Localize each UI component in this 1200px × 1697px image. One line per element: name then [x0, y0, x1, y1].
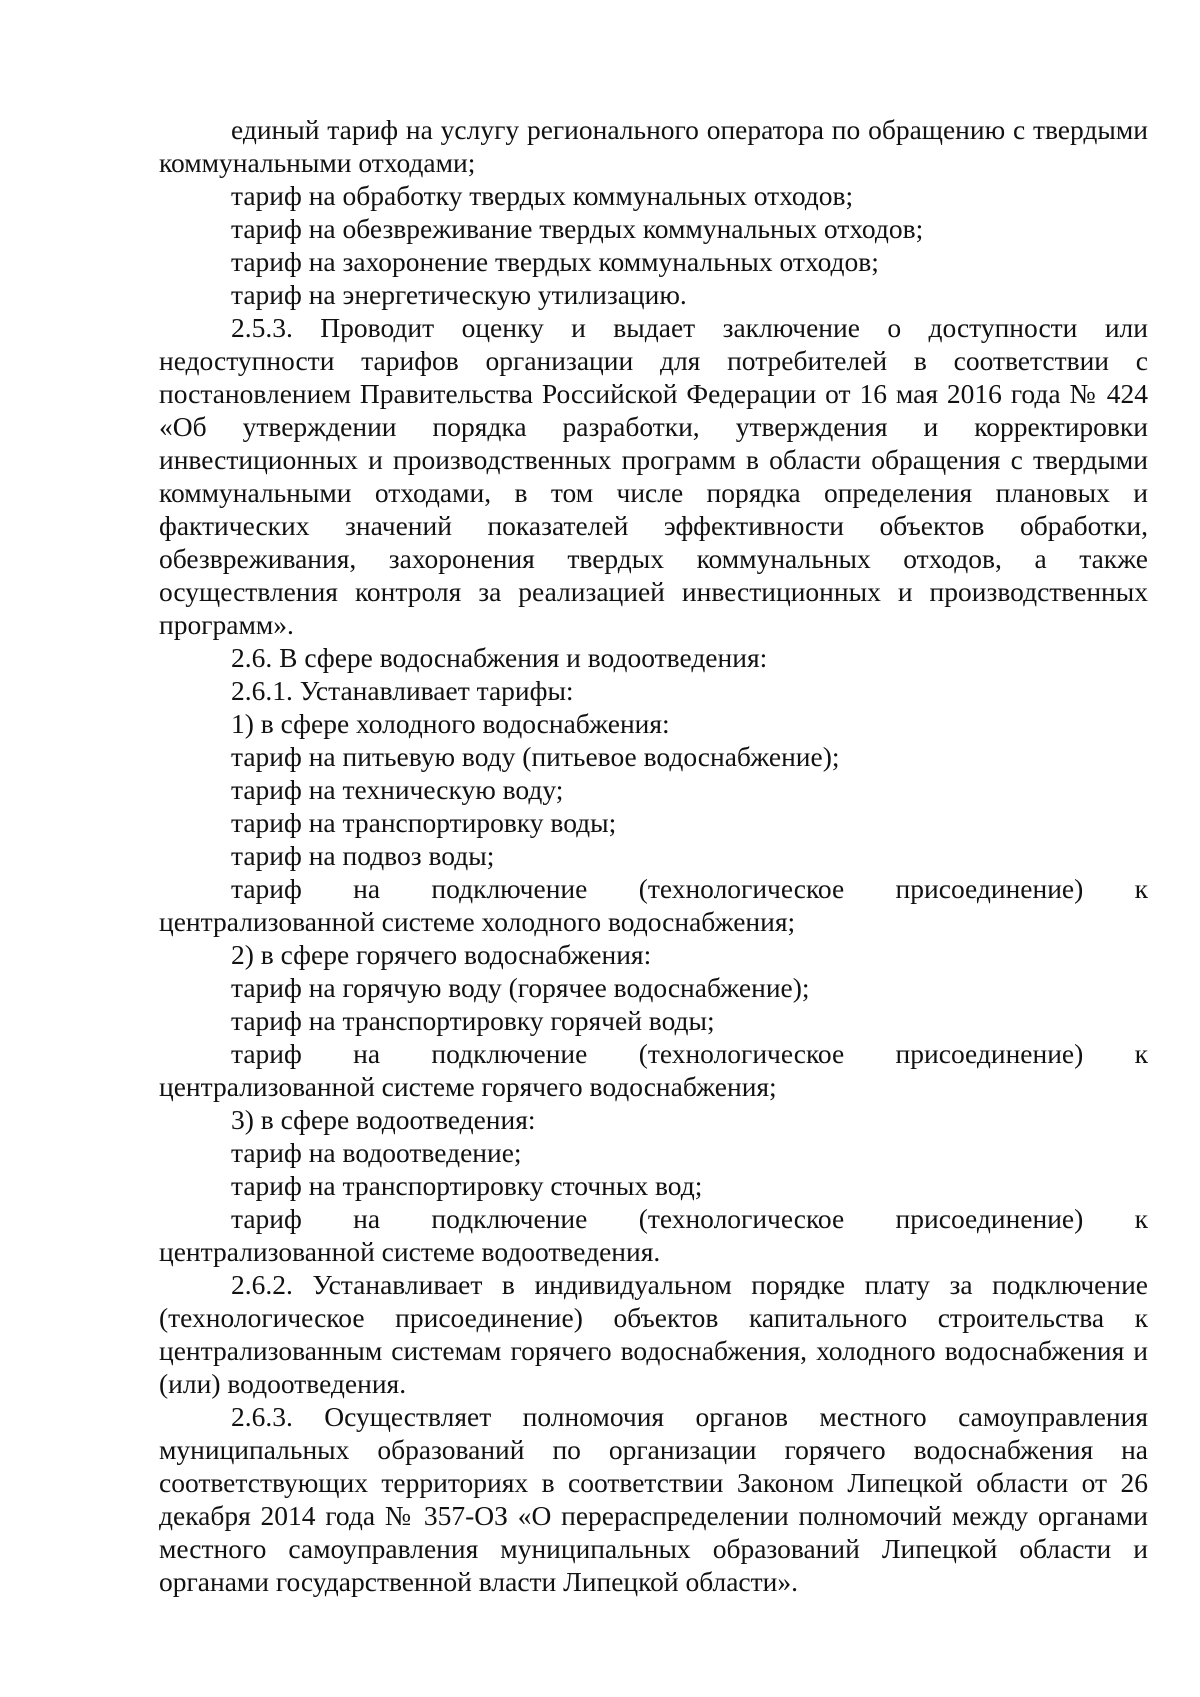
paragraph-2-6-heading: 2.6. В сфере водоснабжения и водоотведения: [231, 642, 768, 673]
paragraph-unified-tariff: единый тариф на услугу регионального оператора по обращению с твердыми коммунальными отходами; [159, 114, 1148, 178]
paragraph-tariff-sewerage-connection: тариф на подключение (технологическое присоединение) к централизованной системе водоотведения. [159, 1203, 1148, 1267]
paragraph-tariff-wastewater-transport: тариф на транспортировку сточных вод; [231, 1170, 703, 1201]
document-body [159, 113, 1148, 1598]
paragraph-2-6-3: 2.6.3. Осуществляет полномочия органов местного самоуправления муниципальных образований по организации горячего водоснабжения на соответствующих территориях в соответствии Законом Липецкой области от 26 декабря 2014 года № 357-ОЗ «О перераспределении полномочий между органами местного самоуправления муниципальных образований Липецкой области и органами государственной власти Липецкой области». [159, 1401, 1148, 1597]
paragraph-2-5-3: 2.5.3. Проводит оценку и выдает заключение о доступности или недоступности тарифов организации для потребителей в соответствии с постановлением Правительства Российской Федерации от 16 мая 2016 года № 424 «Об утверждении порядка разработки, утверждения и корректировки инвестиционных и производственных программ в области обращения с твердыми коммунальными отходами, в том числе порядка определения плановых и фактических значений показателей эффективности объектов обработки, обезвреживания, захоронения твердых коммунальных отходов, а также осуществления контроля за реализацией инвестиционных и производственных программ». [159, 312, 1148, 640]
paragraph-tariff-sewerage: тариф на водоотведение; [231, 1137, 522, 1168]
paragraph-tariff-burial: тариф на захоронение твердых коммунальных отходов; [231, 246, 879, 277]
paragraph-sewerage-heading: 3) в сфере водоотведения: [231, 1104, 536, 1135]
paragraph-tariff-cold-water-connection: тариф на подключение (технологическое присоединение) к централизованной системе холодного водоснабжения; [159, 873, 1148, 937]
paragraph-tariff-energy-utilization: тариф на энергетическую утилизацию. [231, 279, 687, 310]
paragraph-2-6-1: 2.6.1. Устанавливает тарифы: [231, 675, 574, 706]
paragraph-tariff-hot-water-transport: тариф на транспортировку горячей воды; [231, 1005, 715, 1036]
paragraph-tariff-water-delivery: тариф на подвоз воды; [231, 840, 495, 871]
paragraph-tariff-processing: тариф на обработку твердых коммунальных отходов; [231, 180, 854, 211]
paragraph-tariff-drinking-water: тариф на питьевую воду (питьевое водоснабжение); [231, 741, 840, 772]
paragraph-tariff-neutralization: тариф на обезвреживание твердых коммунальных отходов; [231, 213, 924, 244]
paragraph-cold-water-heading: 1) в сфере холодного водоснабжения: [231, 708, 670, 739]
paragraph-2-6-2: 2.6.2. Устанавливает в индивидуальном порядке плату за подключение (технологическое присоединение) объектов капитального строительства к централизованным системам горячего водоснабжения, холодного водоснабжения и (или) водоотведения. [159, 1269, 1148, 1399]
paragraph-tariff-hot-water: тариф на горячую воду (горячее водоснабжение); [231, 972, 810, 1003]
paragraph-tariff-technical-water: тариф на техническую воду; [231, 774, 564, 805]
paragraph-hot-water-heading: 2) в сфере горячего водоснабжения: [231, 939, 652, 970]
paragraph-tariff-hot-water-connection: тариф на подключение (технологическое присоединение) к централизованной системе горячего водоснабжения; [159, 1038, 1148, 1102]
paragraph-tariff-water-transport: тариф на транспортировку воды; [231, 807, 617, 838]
